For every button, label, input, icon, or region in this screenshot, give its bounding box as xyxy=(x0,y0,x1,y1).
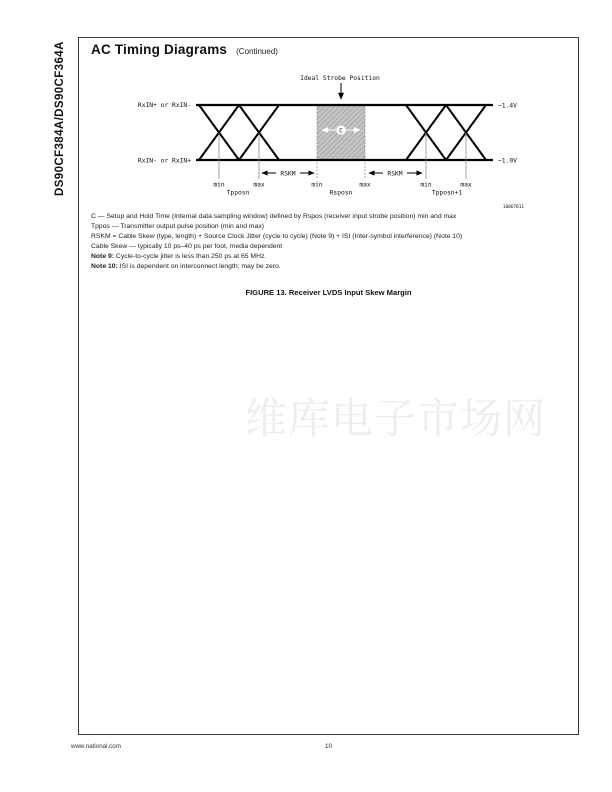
svg-text:min: min xyxy=(420,181,432,189)
figure-notes xyxy=(91,212,531,272)
svg-text:max: max xyxy=(460,181,472,189)
svg-text:min: min xyxy=(311,181,323,189)
note-line: RSKM = Cable Skew (type, length) + Source Clock Jitter (cycle to cycle) (Note 9) + ISI (Inter-symbol interference) (Note 10) xyxy=(91,233,463,240)
right-eye-crossings xyxy=(406,105,486,160)
note-line: Cable Skew — typically 10 ps–40 ps per foot, media dependent xyxy=(91,243,283,250)
note-line: Tppos — Transmitter output pulse position (min and max) xyxy=(91,223,265,230)
tpposn1-labels xyxy=(420,182,472,197)
rsposn-labels xyxy=(311,182,371,197)
bottom-rail-label: RxIN- or RxIN+ xyxy=(137,157,191,165)
figure-id: 10067011 xyxy=(502,205,524,210)
note-line: Note 9: Cycle-to-cycle jitter is less than 250 ps at 65 MHz. xyxy=(91,253,267,260)
rskm-right-label: RSKM xyxy=(387,170,403,178)
rskm-left-label: RSKM xyxy=(280,170,296,178)
c-label: C xyxy=(339,127,343,135)
top-voltage-label: ~1.4V xyxy=(498,102,517,110)
svg-text:max: max xyxy=(253,181,265,189)
watermark-text: 维库电子市场网 xyxy=(245,394,547,443)
section-title: AC Timing Diagrams xyxy=(91,42,228,57)
svg-text:min: min xyxy=(213,181,225,189)
figure-caption: FIGURE 13. Receiver LVDS Input Skew Margin xyxy=(245,288,412,297)
svg-text:Tpposn: Tpposn xyxy=(226,189,250,197)
timing-diagram xyxy=(86,69,546,211)
tpposn-labels xyxy=(213,182,265,197)
note-line: C — Setup and Hold Time (Internal data sampling window) defined by Rspos (receiver input strobe position) min and max xyxy=(91,213,457,220)
svg-text:max: max xyxy=(359,181,371,189)
rskm-right-arrow xyxy=(369,169,422,178)
page-border-box xyxy=(78,37,579,735)
rskm-left-arrow xyxy=(262,169,314,178)
bottom-voltage-label: ~1.0V xyxy=(498,157,517,165)
svg-text:Tpposn+1: Tpposn+1 xyxy=(431,189,463,197)
footer-page-number: 10 xyxy=(324,743,333,750)
section-heading xyxy=(91,42,278,57)
left-eye-crossings xyxy=(199,105,279,160)
side-part-number: DS90CF384A/DS90CF364A xyxy=(54,41,66,196)
top-rail-label: RxIN+ or RxIN- xyxy=(137,102,191,110)
footer-website: www.national.com xyxy=(71,743,121,750)
svg-text:Rsposn: Rsposn xyxy=(329,189,353,197)
sampling-window xyxy=(317,105,365,179)
strobe-position-label: Ideal Strobe Position xyxy=(300,75,380,82)
note-line: Note 10: ISI is dependent on interconnect length; may be zero. xyxy=(91,263,281,270)
section-subtitle: (Continued) xyxy=(236,47,278,56)
